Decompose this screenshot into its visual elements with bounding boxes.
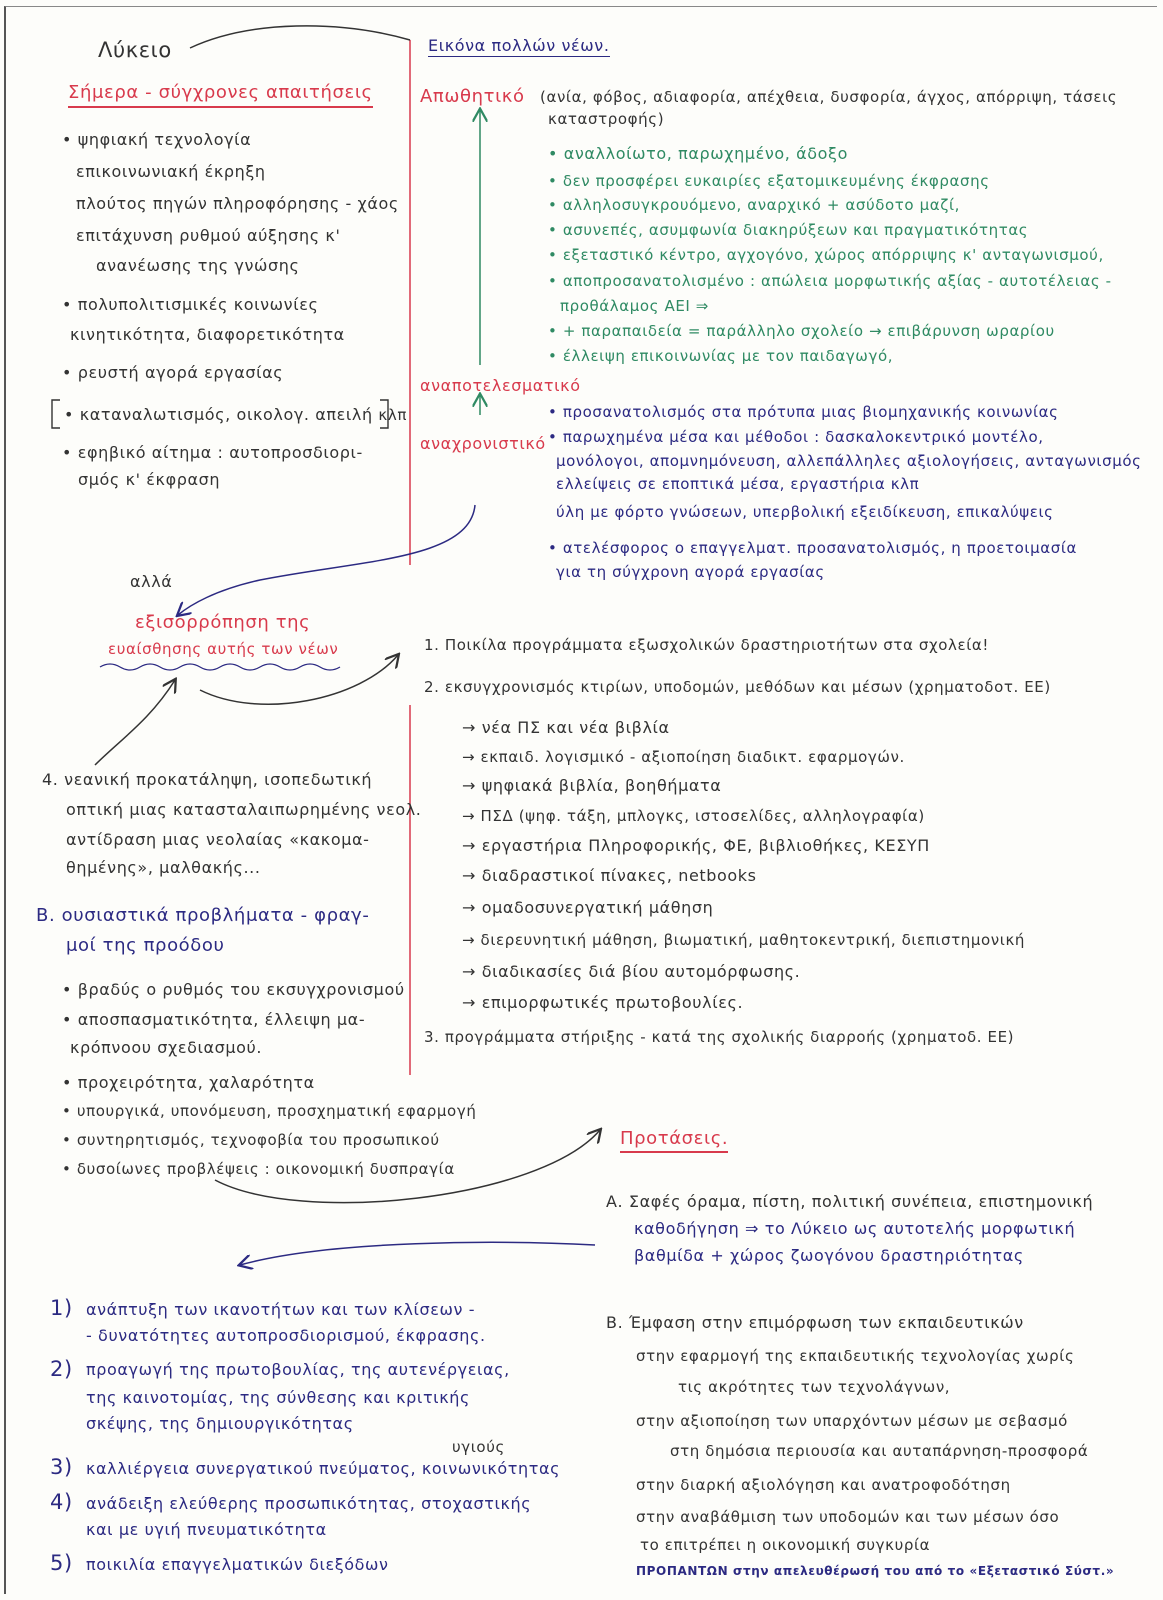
proposal-text: ανάπτυξη των ικανοτήτων και των κλίσεων - [86, 1300, 476, 1319]
list-item: → διερευνητική μάθηση, βιωματική, μαθητοκεντρική, διεπιστημονική [462, 931, 1026, 949]
b-block-line-8: το επιτρέπει η οικονομική συγκυρία [640, 1536, 931, 1554]
list-item: ύλη με φόρτο γνώσεων, υπερβολική εξειδίκευση, επικαλύψεις [556, 503, 1054, 521]
b-block-line-7: στην αναβάθμιση των υποδομών και των μέσων όσο [636, 1508, 1060, 1526]
consumerism-text: • καταναλωτισμός, οικολογ. απειλή [64, 405, 373, 424]
list-item: • αναλλοίωτο, παρωχημένο, άδοξο [548, 144, 848, 163]
list-item: • + παραπαιδεία = παράλληλο σχολείο → επιβάρυνση ωραρίου [548, 322, 1055, 340]
b-block-line-2: στην εφαρμογή της εκπαιδευτικής τεχνολογίας χωρίς [636, 1347, 1075, 1365]
item4-line-1: 4. νεανική προκατάληψη, ισοπεδωτική [42, 770, 373, 789]
list-item: • υπουργικά, υπονόμευση, προσχηματική εφαρμογή [62, 1102, 477, 1120]
b-block-line-4: στην αξιοποίηση των υπαρχόντων μέσων με σεβασμό [636, 1412, 1068, 1430]
list-item: • εξεταστικό κέντρο, αγχογόνο, χώρος απόρριψης κ' ανταγωνισμού, [548, 246, 1104, 264]
list-item: • έλλειψη επικοινωνίας με τον παιδαγωγό, [548, 347, 894, 365]
program-1: 1. Ποικίλα προγράμματα εξωσχολικών δραστηριοτήτων στα σχολεία! [424, 636, 990, 654]
proposal-text: σκέψης, της δημιουργικότητας [86, 1414, 354, 1433]
proposal-number: 5) [50, 1551, 73, 1575]
list-item: → ψηφιακά βιβλία, βοηθήματα [462, 776, 722, 795]
list-item: κρόπνοου σχεδιασμού. [70, 1038, 263, 1057]
ineffective-label: αναποτελεσματικό [420, 376, 581, 395]
balance-heading-2: ευαίσθησης αυτής των νέων [108, 640, 339, 658]
list-item: → νέα ΠΣ και νέα βιβλία [462, 718, 670, 737]
consumerism-suffix: κλπ [378, 406, 407, 424]
list-item: σμός κ' έκφραση [78, 470, 221, 489]
list-item: • παρωχημένα μέσα και μέθοδοι : δασκαλοκεντρικό μοντέλο, [548, 428, 1044, 446]
anachronistic-label: αναχρονιστικό [420, 434, 546, 453]
list-item [64, 405, 407, 424]
obstacles-heading-1: Β. ουσιαστικά προβλήματα - φραγ- [36, 905, 370, 926]
proposal-text: ανάδειξη ελεύθερης προσωπικότητας, στοχαστικής [86, 1494, 532, 1513]
b-block-line-6: στην διαρκή αξιολόγηση και ανατροφοδότηση [636, 1476, 1011, 1494]
list-item: προθάλαμος ΑΕΙ ⇒ [560, 297, 709, 315]
list-item: επικοινωνιακή έκρηξη [76, 162, 266, 181]
program-2: 2. εκσυγχρονισμός κτιρίων, υποδομών, μεθόδων και μέσων (χρηματοδοτ. ΕΕ) [424, 678, 1051, 696]
page-title: Λύκειο [98, 38, 172, 62]
list-item: → ΠΣΔ (ψηφ. τάξη, μπλογκς, ιστοσελίδες, αλληλογραφία) [462, 807, 925, 825]
proposal-number: 1) [50, 1296, 73, 1320]
proposal-text: - δυνατότητες αυτοπροσδιορισμού, έκφρασης. [86, 1326, 486, 1345]
list-item: • δυσοίωνες προβλέψεις : οικονομική δυσπραγία [62, 1160, 455, 1178]
list-item: • ρευστή αγορά εργασίας [62, 363, 284, 382]
repulsive-label: Απωθητικό [420, 86, 525, 107]
list-item: • προσανατολισμός στα πρότυπα μιας βιομηχανικής κοινωνίας [548, 403, 1059, 421]
list-item: • προχειρότητα, χαλαρότητα [62, 1073, 315, 1092]
b-block-line-9: ΠΡΟΠΑΝΤΩΝ στην απελευθέρωσή του από το «Εξεταστικό Σύστ.» [636, 1564, 1115, 1578]
proposals-heading: Προτάσεις. [620, 1128, 728, 1153]
list-item: ελλείψεις σε εποπτικά μέσα, εργαστήρια κλπ [556, 475, 920, 493]
a-block-line-2: καθοδήγηση ⇒ το Λύκειο ως αυτοτελής μορφωτική [634, 1219, 1076, 1238]
list-item: → εκπαιδ. λογισμικό - αξιοποίηση διαδικτ. εφαρμογών. [462, 748, 905, 766]
b-block-line-5: στη δημόσια περιουσία και αυταπάρνηση-προσφορά [670, 1442, 1089, 1460]
proposal-text: και με υγιή πνευματικότητα [86, 1520, 327, 1539]
section-heading-image: Εικόνα πολλών νέων. [428, 36, 610, 57]
list-item: • ατελέσφορος ο επαγγελματ. προσανατολισμός, η προετοιμασία [548, 539, 1078, 557]
item4-line-2: οπτική μιας κατασταλαιπωρημένης νεολ. [66, 800, 422, 819]
proposal-text: προαγωγή της πρωτοβουλίας, της αυτενέργειας, [86, 1360, 510, 1379]
list-item: • εφηβικό αίτημα : αυτοπροσδιορι- [62, 443, 363, 462]
a-block-line-3: βαθμίδα + χώρος ζωογόνου δραστηριότητας [634, 1246, 1024, 1265]
list-item: • ψηφιακή τεχνολογία [62, 130, 252, 149]
proposal-number: 4) [50, 1490, 73, 1514]
list-item: για τη σύγχρονη αγορά εργασίας [556, 563, 825, 581]
list-item: → επιμορφωτικές πρωτοβουλίες. [462, 993, 744, 1012]
item4-line-4: θημένης», μαλθακής... [66, 858, 261, 877]
item4-line-3: αντίδραση μιας νεολαίας «κακομα- [66, 830, 370, 849]
list-item: • αποπροσανατολισμένο : απώλεια μορφωτικής αξίας - αυτοτέλειας - [548, 272, 1112, 290]
list-item: • ασυνεπές, ασυμφωνία διακηρύξεων και πραγματικότητας [548, 221, 1029, 239]
repulsive-desc-2: καταστροφής) [548, 110, 665, 128]
demands-heading: Σήμερα - σύγχρονες απαιτήσεις [68, 82, 373, 108]
but-word: αλλά [130, 572, 173, 591]
proposal-text: ποικιλία επαγγελματικών διεξόδων [86, 1555, 389, 1574]
list-item: μονόλογοι, απομνημόνευση, αλλεπάλληλες αξιολογήσεις, ανταγωνισμός [556, 452, 1142, 470]
list-item: • δεν προσφέρει ευκαιρίες εξατομικευμένης έκφρασης [548, 172, 990, 190]
list-item: πλούτος πηγών πληροφόρησης - χάος [76, 194, 399, 213]
list-item: → ομαδοσυνεργατική μάθηση [462, 898, 714, 917]
list-item: • αποσπασματικότητα, έλλειψη μα- [62, 1010, 366, 1029]
proposal-number: 2) [50, 1357, 73, 1381]
list-item: • βραδύς ο ρυθμός του εκσυγχρονισμού [62, 980, 405, 999]
list-item: κινητικότητα, διαφορετικότητα [70, 325, 345, 344]
list-item: → διαδικασίες διά βίου αυτομόρφωσης. [462, 962, 801, 981]
proposal-text: καλλιέργεια συνεργατικού πνεύματος, κοινωνικότητας [86, 1459, 561, 1478]
healthy-note: υγιούς [452, 1438, 505, 1456]
program-3: 3. προγράμματα στήριξης - κατά της σχολικής διαρροής (χρηματοδ. ΕΕ) [424, 1028, 1015, 1046]
list-item: • αλληλοσυγκρουόμενο, αναρχικό + ασύδοτο μαζί, [548, 196, 960, 214]
list-item: επιτάχυνση ρυθμού αύξησης κ' [76, 226, 341, 245]
b-block-line-1: Β. Έμφαση στην επιμόρφωση των εκπαιδευτικών [606, 1313, 1024, 1332]
b-block-line-3: τις ακρότητες των τεχνολάγνων, [678, 1378, 951, 1396]
balance-heading-1: εξισορρόπηση της [135, 612, 311, 633]
list-item: → διαδραστικοί πίνακες, netbooks [462, 866, 757, 885]
list-item: • πολυπολιτισμικές κοινωνίες [62, 295, 319, 314]
proposal-text: της καινοτομίας, της σύνθεσης και κριτικής [86, 1388, 470, 1407]
list-item: ανανέωσης της γνώσης [96, 256, 300, 275]
list-item: → εργαστήρια Πληροφορικής, ΦΕ, βιβλιοθήκες, ΚΕΣΥΠ [462, 836, 930, 855]
proposal-number: 3) [50, 1455, 73, 1479]
repulsive-desc-1: (ανία, φόβος, αδιαφορία, απέχθεια, δυσφορία, άγχος, απόρριψη, τάσεις [540, 88, 1118, 106]
list-item: • συντηρητισμός, τεχνοφοβία του προσωπικού [62, 1131, 440, 1149]
a-block-line-1: Α. Σαφές όραμα, πίστη, πολιτική συνέπεια, επιστημονική [606, 1192, 1094, 1211]
obstacles-heading-2: μοί της προόδου [66, 935, 225, 956]
